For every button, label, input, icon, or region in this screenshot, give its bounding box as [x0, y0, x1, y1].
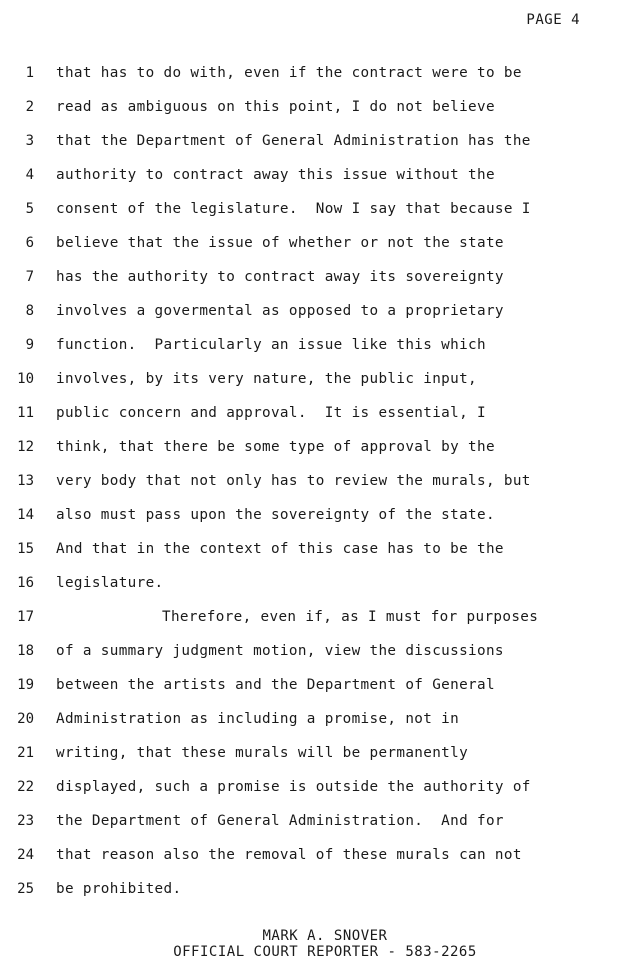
- transcript-line: [0, 504, 630, 538]
- line-number: 7: [25, 269, 34, 285]
- line-number: 8: [25, 303, 34, 319]
- line-text: also must pass upon the sovereignty of the state.: [56, 507, 495, 523]
- transcript-line: [0, 674, 630, 708]
- line-text: And that in the context of this case has to be the: [56, 541, 504, 557]
- line-text: displayed, such a promise is outside the authority of: [56, 779, 531, 795]
- transcript-line: [0, 776, 630, 810]
- line-number: 3: [25, 133, 34, 149]
- line-text: believe that the issue of whether or not the state: [56, 235, 504, 251]
- line-number: 1: [25, 65, 34, 81]
- transcript-line: [0, 742, 630, 776]
- line-text: Administration as including a promise, not in: [56, 711, 460, 727]
- line-number: 10: [17, 371, 34, 387]
- transcript-line: [0, 198, 630, 232]
- transcript-line: [0, 130, 630, 164]
- transcript-line: [0, 232, 630, 266]
- line-number: 9: [25, 337, 34, 353]
- line-text: the Department of General Administration. And for: [56, 813, 504, 829]
- transcript-line: [0, 640, 630, 674]
- line-number: 23: [17, 813, 34, 829]
- line-text: writing, that these murals will be permanently: [56, 745, 469, 761]
- transcript-line: [0, 368, 630, 402]
- transcript-line: [0, 470, 630, 504]
- transcript-line: [0, 606, 630, 640]
- line-number: 20: [17, 711, 34, 727]
- line-number: 24: [17, 847, 34, 863]
- line-number: 16: [17, 575, 34, 591]
- line-number: 12: [17, 439, 34, 455]
- line-text: of a summary judgment motion, view the discussions: [56, 643, 504, 659]
- line-text: involves, by its very nature, the public input,: [56, 371, 477, 387]
- transcript-line: [0, 402, 630, 436]
- line-number: 5: [25, 201, 34, 217]
- line-number: 13: [17, 473, 34, 489]
- line-text: think, that there be some type of approval by the: [56, 439, 495, 455]
- transcript-line: [0, 538, 630, 572]
- reporter-title: OFFICIAL COURT REPORTER - 583-2265: [173, 944, 477, 960]
- line-number: 15: [17, 541, 34, 557]
- line-text: read as ambiguous on this point, I do not believe: [56, 99, 495, 115]
- line-text: legislature.: [56, 575, 164, 591]
- line-text: that reason also the removal of these murals can not: [56, 847, 522, 863]
- transcript-line: [0, 62, 630, 96]
- line-number: 17: [17, 609, 34, 625]
- page-number: PAGE 4: [526, 12, 580, 28]
- line-number: 19: [17, 677, 34, 693]
- transcript-line: [0, 878, 630, 912]
- line-text: that has to do with, even if the contract were to be: [56, 65, 522, 81]
- reporter-name: MARK A. SNOVER: [262, 928, 388, 944]
- line-number: 14: [17, 507, 34, 523]
- transcript-line: [0, 844, 630, 878]
- line-text: be prohibited.: [56, 881, 182, 897]
- transcript-line: [0, 266, 630, 300]
- transcript-line: [0, 300, 630, 334]
- line-text: between the artists and the Department of General: [56, 677, 495, 693]
- line-text: public concern and approval. It is essential, I: [56, 405, 486, 421]
- transcript-line: [0, 164, 630, 198]
- line-text: that the Department of General Administration has the: [56, 133, 531, 149]
- line-number: 18: [17, 643, 34, 659]
- line-number: 25: [17, 881, 34, 897]
- line-text: function. Particularly an issue like this which: [56, 337, 486, 353]
- line-text: involves a govermental as opposed to a proprietary: [56, 303, 504, 319]
- transcript-line: [0, 572, 630, 606]
- line-text: authority to contract away this issue without the: [56, 167, 495, 183]
- line-text: Therefore, even if, as I must for purposes: [162, 609, 539, 625]
- transcript-line: [0, 334, 630, 368]
- line-number: 4: [25, 167, 34, 183]
- line-text: has the authority to contract away its sovereignty: [56, 269, 504, 285]
- transcript-body: [0, 62, 630, 912]
- line-number: 6: [25, 235, 34, 251]
- transcript-line: [0, 96, 630, 130]
- transcript-line: [0, 810, 630, 844]
- transcript-line: [0, 436, 630, 470]
- line-text: very body that not only has to review the murals, but: [56, 473, 531, 489]
- line-number: 21: [17, 745, 34, 761]
- line-number: 22: [17, 779, 34, 795]
- footer: [0, 928, 630, 960]
- line-text: consent of the legislature. Now I say that because I: [56, 201, 531, 217]
- line-number: 2: [25, 99, 34, 115]
- transcript-line: [0, 708, 630, 742]
- line-number: 11: [17, 405, 34, 421]
